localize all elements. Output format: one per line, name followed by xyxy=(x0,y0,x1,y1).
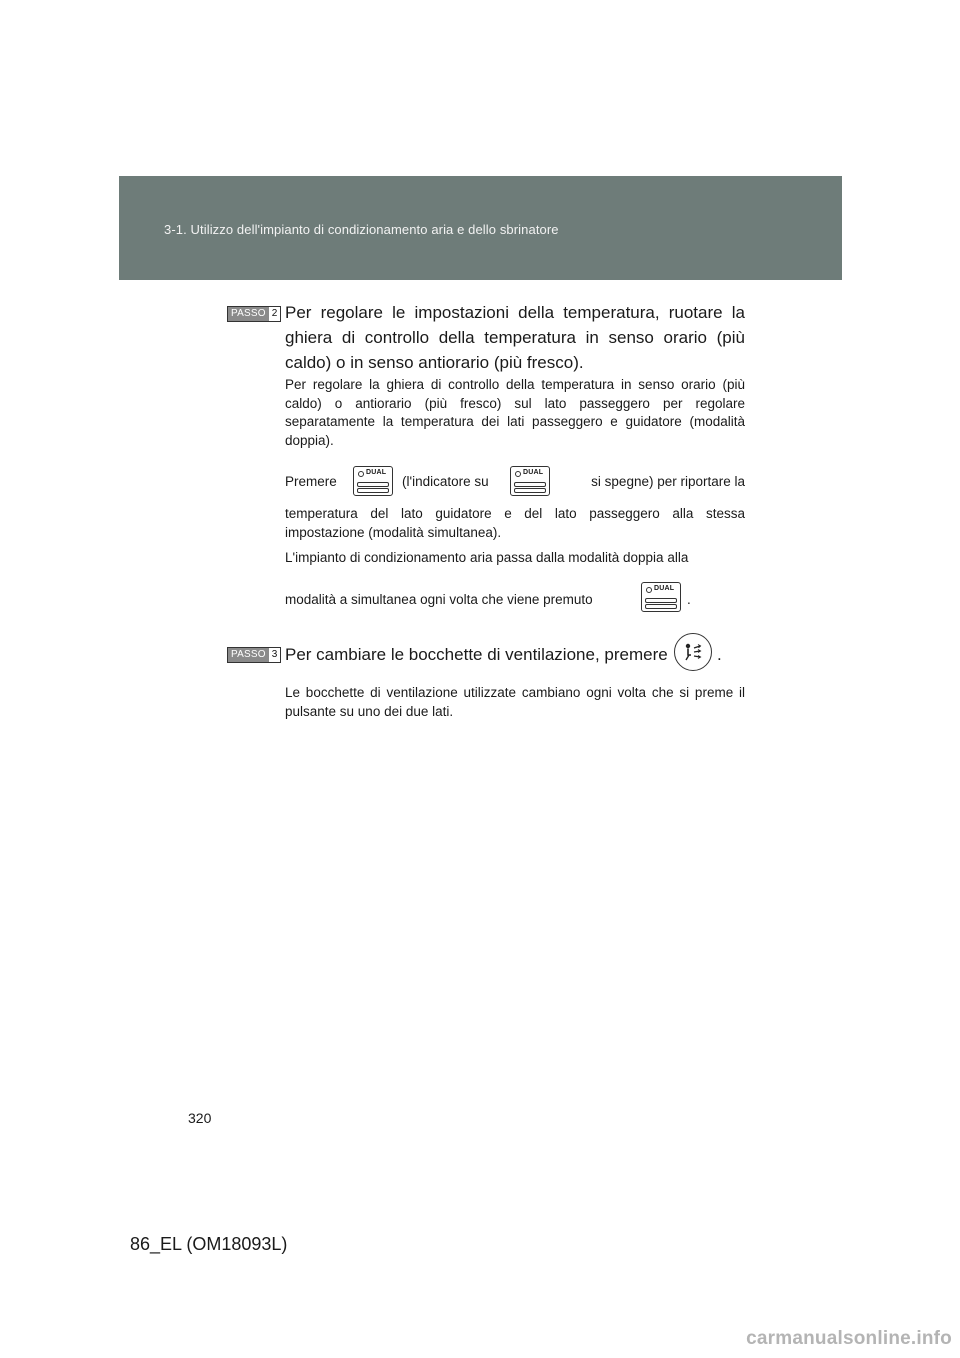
dual-button-bar xyxy=(645,604,677,609)
indicatore-text: (l'indicatore su xyxy=(402,474,489,489)
step-badge-number: 3 xyxy=(269,648,281,662)
step-2-title: Per regolare le impostazioni della temperatura, ruotare la ghiera di controllo della temperatura in senso orario (più caldo) o in senso antiorario (più fresco). xyxy=(285,303,745,372)
section-title: 3-1. Utilizzo dell'impianto di condizionamento aria e dello sbrinatore xyxy=(164,222,559,237)
spegne-text: si spegne) per riportare la xyxy=(591,474,745,489)
indicator-led-icon xyxy=(646,587,652,593)
dual-button-bar xyxy=(514,482,546,487)
dual-button-bar xyxy=(357,482,389,487)
step-3-title-text: Per cambiare le bocchette di ventilazione, premere xyxy=(285,645,668,664)
step-3-badge xyxy=(227,647,281,663)
period: . xyxy=(687,592,691,607)
step-2-badge xyxy=(227,306,281,322)
step-badge-word: PASSO xyxy=(228,648,269,662)
dual-button-icon xyxy=(353,466,393,496)
air-outlet-icon xyxy=(675,634,711,670)
dual-button-bar xyxy=(645,598,677,603)
dual-button-icon xyxy=(641,582,681,612)
dual-mode-paragraph: Per regolare la ghiera di controllo della temperatura in senso orario (più caldo) o antiorario (più fresco) sul lato passeggero per regolare separatamente la temperatura dei lati passeggero e guidatore (modalità doppia). xyxy=(285,377,745,448)
air-outlet-mode-button-icon xyxy=(674,633,712,671)
premere-text: Premere xyxy=(285,474,337,489)
page-number: 320 xyxy=(188,1110,212,1126)
step-badge-word: PASSO xyxy=(228,307,269,321)
mode-switch-line-1: L'impianto di condizionamento aria passa dalla modalità doppia alla xyxy=(285,550,689,565)
step-badge-number: 2 xyxy=(269,307,281,321)
indicator-led-icon xyxy=(358,471,364,477)
dual-button-icon xyxy=(510,466,550,496)
step-3-period: . xyxy=(717,645,722,664)
mode-switch-text: modalità a simultanea ogni volta che viene premuto xyxy=(285,592,593,607)
watermark: carmanualsonline.info xyxy=(746,1328,952,1349)
step-3-title xyxy=(285,642,668,667)
dual-label: DUAL xyxy=(523,469,544,476)
dual-button-bar xyxy=(514,488,546,493)
dual-label: DUAL xyxy=(366,469,387,476)
simultaneous-mode-text: temperatura del lato guidatore e del lato passeggero alla stessa impostazione (modalità simultanea). xyxy=(285,506,745,540)
document-code: 86_EL (OM18093L) xyxy=(130,1234,288,1254)
indicator-led-icon xyxy=(515,471,521,477)
section-header-band xyxy=(119,176,842,280)
outlet-change-paragraph: Le bocchette di ventilazione utilizzate cambiano ogni volta che si preme il pulsante su uno dei due lati. xyxy=(285,685,745,719)
dual-button-bar xyxy=(357,488,389,493)
dual-label: DUAL xyxy=(654,585,675,592)
